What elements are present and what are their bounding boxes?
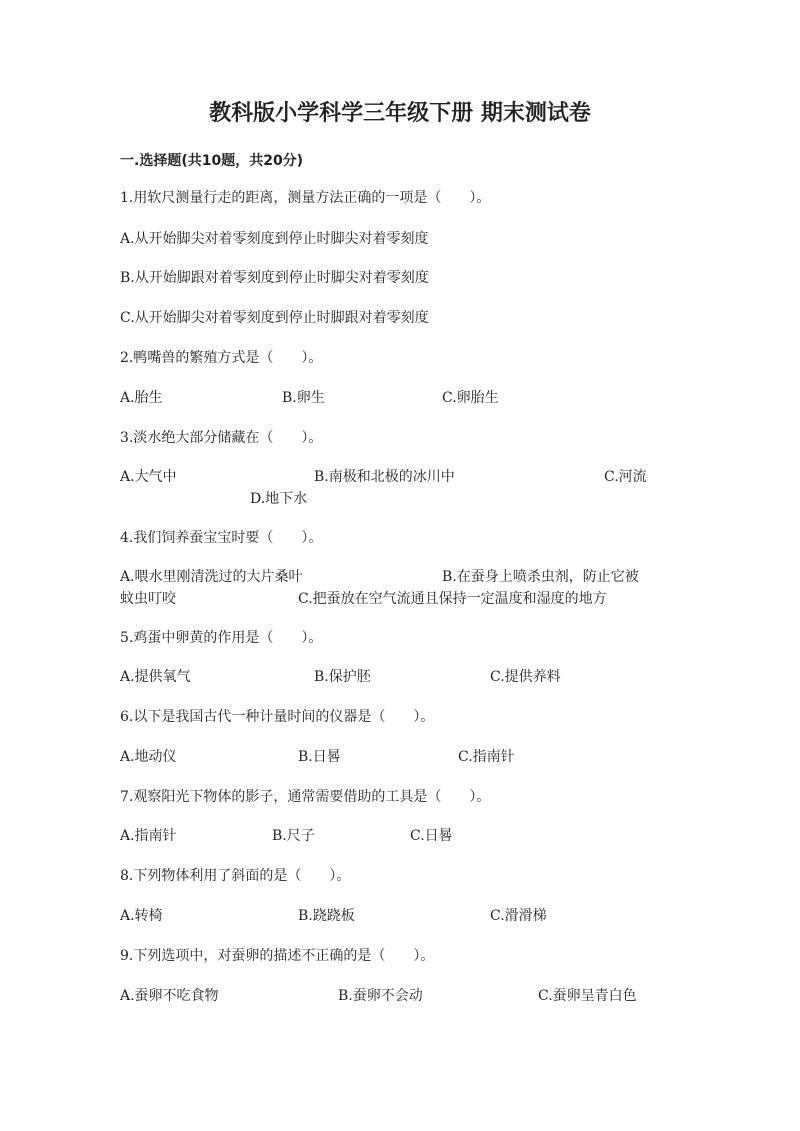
option-4c: C.把蚕放在空气流通且保持一定温度和湿度的地方 xyxy=(298,591,607,607)
question-stem-4: 4.我们饲养蚕宝宝时要（ ）。 xyxy=(120,530,323,546)
option-8a: A.转椅 xyxy=(120,908,163,924)
question-stem-7: 7.观察阳光下物体的影子，通常需要借助的工具是（ ）。 xyxy=(120,789,491,805)
question-stem-6: 6.以下是我国古代一种计量时间的仪器是（ ）。 xyxy=(120,709,435,725)
option-3d: D.地下水 xyxy=(250,491,308,507)
question-stem-1: 1.用软尺测量行走的距离，测量方法正确的一项是（ ）。 xyxy=(120,190,491,206)
option-9c: C.蚕卵呈青白色 xyxy=(538,988,637,1004)
option-4b: B.在蚕身上喷杀虫剂，防止它被 xyxy=(442,569,639,585)
question-stem-2: 2.鸭嘴兽的繁殖方式是（ ）。 xyxy=(120,350,323,366)
question-stem-3: 3.淡水绝大部分储藏在（ ）。 xyxy=(120,430,323,446)
option-7c: C.日晷 xyxy=(410,828,453,844)
option-9a: A.蚕卵不吃食物 xyxy=(120,988,219,1004)
option-1c: C.从开始脚尖对着零刻度到停止时脚跟对着零刻度 xyxy=(120,310,429,326)
question-stem-9: 9.下列选项中，对蚕卵的描述不正确的是（ ）。 xyxy=(120,948,435,964)
option-7b: B.尺子 xyxy=(272,828,315,844)
option-1a: A.从开始脚尖对着零刻度到停止时脚尖对着零刻度 xyxy=(120,231,429,247)
option-9b: B.蚕卵不会动 xyxy=(338,988,423,1004)
option-6b: B.日晷 xyxy=(298,749,341,765)
option-1b: B.从开始脚跟对着零刻度到停止时脚尖对着零刻度 xyxy=(120,270,429,286)
option-5b: B.保护胚 xyxy=(314,669,371,685)
option-2a: A.胎生 xyxy=(120,390,163,406)
section-heading: 一.选择题(共10题，共20分) xyxy=(120,153,304,169)
option-2c: C.卵胎生 xyxy=(442,390,499,406)
option-4b-continued: 蚊虫叮咬 xyxy=(120,591,176,607)
option-3b: B.南极和北极的冰川中 xyxy=(314,469,455,485)
page-title: 教科版小学科学三年级下册 期末测试卷 xyxy=(209,101,591,126)
option-3a: A.大气中 xyxy=(120,469,177,485)
option-4a: A.喂水里刚清洗过的大片桑叶 xyxy=(120,569,303,585)
option-8b: B.跷跷板 xyxy=(298,908,355,924)
question-stem-8: 8.下列物体利用了斜面的是（ ）。 xyxy=(120,868,351,884)
option-6c: C.指南针 xyxy=(458,749,515,765)
option-7a: A.指南针 xyxy=(120,828,177,844)
option-8c: C.滑滑梯 xyxy=(490,908,547,924)
option-6a: A.地动仪 xyxy=(120,749,177,765)
option-5a: A.提供氧气 xyxy=(120,669,191,685)
option-5c: C.提供养料 xyxy=(490,669,561,685)
question-stem-5: 5.鸡蛋中卵黄的作用是（ ）。 xyxy=(120,630,323,646)
option-3c: C.河流 xyxy=(604,469,647,485)
option-2b: B.卵生 xyxy=(282,390,325,406)
